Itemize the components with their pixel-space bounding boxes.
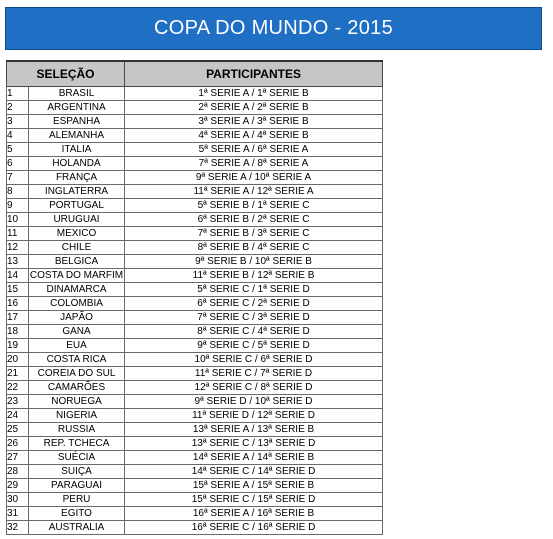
row-number: 14: [7, 269, 29, 283]
table-row: [7, 157, 383, 171]
participants-cell: 7ª SERIE B / 3ª SERIE C: [125, 227, 383, 241]
team-name: COSTA RICA: [29, 353, 125, 367]
table-row: [7, 269, 383, 283]
table-row: [7, 227, 383, 241]
team-name: PERU: [29, 493, 125, 507]
team-name: REP. TCHECA: [29, 437, 125, 451]
team-name: ALEMANHA: [29, 129, 125, 143]
participants-cell: 9ª SERIE C / 5ª SERIE D: [125, 339, 383, 353]
row-number: 23: [7, 395, 29, 409]
row-number: 28: [7, 465, 29, 479]
table-body: [7, 87, 383, 535]
team-name: SUIÇA: [29, 465, 125, 479]
team-name: ITALIA: [29, 143, 125, 157]
table-header-row: [7, 61, 383, 87]
row-number: 15: [7, 283, 29, 297]
row-number: 5: [7, 143, 29, 157]
participants-cell: 1ª SERIE A / 1ª SERIE B: [125, 87, 383, 101]
participants-cell: 16ª SERIE C / 16ª SERIE D: [125, 521, 383, 535]
team-name: AUSTRALIA: [29, 521, 125, 535]
table-row: [7, 381, 383, 395]
team-name: PARAGUAI: [29, 479, 125, 493]
table-row: [7, 325, 383, 339]
participants-cell: 13ª SERIE C / 13ª SERIE D: [125, 437, 383, 451]
team-name: BELGICA: [29, 255, 125, 269]
column-header-selecao: SELEÇÃO: [7, 61, 125, 87]
table-row: [7, 479, 383, 493]
participants-cell: 6ª SERIE C / 2ª SERIE D: [125, 297, 383, 311]
row-number: 3: [7, 115, 29, 129]
team-name: URUGUAI: [29, 213, 125, 227]
team-name: COREIA DO SUL: [29, 367, 125, 381]
page-title: COPA DO MUNDO - 2015: [5, 7, 542, 50]
column-header-participantes: PARTICIPANTES: [125, 61, 383, 87]
team-name: CHILE: [29, 241, 125, 255]
team-name: HOLANDA: [29, 157, 125, 171]
row-number: 2: [7, 101, 29, 115]
team-name: NORUEGA: [29, 395, 125, 409]
participants-cell: 4ª SERIE A / 4ª SERIE B: [125, 129, 383, 143]
team-name: SUÉCIA: [29, 451, 125, 465]
team-name: MEXICO: [29, 227, 125, 241]
row-number: 19: [7, 339, 29, 353]
participants-cell: 5ª SERIE B / 1ª SERIE C: [125, 199, 383, 213]
team-name: NIGERIA: [29, 409, 125, 423]
row-number: 29: [7, 479, 29, 493]
table-row: [7, 115, 383, 129]
team-name: ESPANHA: [29, 115, 125, 129]
team-name: JAPÃO: [29, 311, 125, 325]
row-number: 18: [7, 325, 29, 339]
table-row: [7, 493, 383, 507]
participants-cell: 10ª SERIE C / 6ª SERIE D: [125, 353, 383, 367]
team-name: COSTA DO MARFIM: [29, 270, 124, 281]
row-number: 20: [7, 353, 29, 367]
team-name: FRANÇA: [29, 171, 125, 185]
row-number: 26: [7, 437, 29, 451]
table-row: [7, 353, 383, 367]
table-row: [7, 241, 383, 255]
table-row: [7, 297, 383, 311]
participants-cell: 7ª SERIE C / 3ª SERIE D: [125, 311, 383, 325]
table-row: [7, 171, 383, 185]
row-number: 1: [7, 87, 29, 101]
table-row: [7, 199, 383, 213]
team-name: GANA: [29, 325, 125, 339]
participants-cell: 8ª SERIE B / 4ª SERIE C: [125, 241, 383, 255]
teams-table: [6, 60, 383, 535]
participants-cell: 11ª SERIE D / 12ª SERIE D: [125, 409, 383, 423]
row-number: 10: [7, 213, 29, 227]
row-number: 21: [7, 367, 29, 381]
participants-cell: 7ª SERIE A / 8ª SERIE A: [125, 157, 383, 171]
participants-cell: 15ª SERIE C / 15ª SERIE D: [125, 493, 383, 507]
table-row: [7, 143, 383, 157]
participants-cell: 8ª SERIE C / 4ª SERIE D: [125, 325, 383, 339]
table-row: [7, 409, 383, 423]
row-number: 4: [7, 129, 29, 143]
row-number: 17: [7, 311, 29, 325]
participants-cell: 14ª SERIE C / 14ª SERIE D: [125, 465, 383, 479]
row-number: 13: [7, 255, 29, 269]
team-name: COLOMBIA: [29, 297, 125, 311]
table-row: [7, 101, 383, 115]
table-row: [7, 185, 383, 199]
row-number: 12: [7, 241, 29, 255]
participants-cell: 3ª SERIE A / 3ª SERIE B: [125, 115, 383, 129]
row-number: 24: [7, 409, 29, 423]
table-row: [7, 255, 383, 269]
table-row: [7, 507, 383, 521]
participants-cell: 11ª SERIE B / 12ª SERIE B: [125, 269, 383, 283]
table-row: [7, 339, 383, 353]
participants-cell: 13ª SERIE A / 13ª SERIE B: [125, 423, 383, 437]
team-name: RUSSIA: [29, 423, 125, 437]
table-row: [7, 311, 383, 325]
participants-cell: 11ª SERIE A / 12ª SERIE A: [125, 185, 383, 199]
participants-cell: 14ª SERIE A / 14ª SERIE B: [125, 451, 383, 465]
participants-cell: 11ª SERIE C / 7ª SERIE D: [125, 367, 383, 381]
table-row: [7, 465, 383, 479]
row-number: 7: [7, 171, 29, 185]
table-row: [7, 87, 383, 101]
row-number: 32: [7, 521, 29, 535]
team-name: EUA: [29, 339, 125, 353]
participants-cell: 15ª SERIE A / 15ª SERIE B: [125, 479, 383, 493]
table-row: [7, 521, 383, 535]
participants-cell: 12ª SERIE C / 8ª SERIE D: [125, 381, 383, 395]
team-name: PORTUGAL: [29, 199, 125, 213]
team-name: EGITO: [29, 507, 125, 521]
row-number: 16: [7, 297, 29, 311]
participants-cell: 9ª SERIE D / 10ª SERIE D: [125, 395, 383, 409]
team-name: ARGENTINA: [29, 101, 125, 115]
participants-cell: 9ª SERIE B / 10ª SERIE B: [125, 255, 383, 269]
row-number: 9: [7, 199, 29, 213]
table-row: [7, 283, 383, 297]
row-number: 25: [7, 423, 29, 437]
team-name: DINAMARCA: [29, 283, 125, 297]
team-name: BRASIL: [29, 87, 125, 101]
participants-cell: 9ª SERIE A / 10ª SERIE A: [125, 171, 383, 185]
table-row: [7, 213, 383, 227]
table-row: [7, 451, 383, 465]
row-number: 27: [7, 451, 29, 465]
table-row: [7, 367, 383, 381]
table-row: [7, 423, 383, 437]
team-name: CAMARÕES: [29, 381, 125, 395]
participants-cell: 16ª SERIE A / 16ª SERIE B: [125, 507, 383, 521]
participants-cell: 5ª SERIE A / 6ª SERIE A: [125, 143, 383, 157]
row-number: 6: [7, 157, 29, 171]
team-name: INGLATERRA: [29, 185, 125, 199]
participants-cell: 2ª SERIE A / 2ª SERIE B: [125, 101, 383, 115]
row-number: 8: [7, 185, 29, 199]
row-number: 22: [7, 381, 29, 395]
participants-cell: 6ª SERIE B / 2ª SERIE C: [125, 213, 383, 227]
table-row: [7, 395, 383, 409]
row-number: 11: [7, 227, 29, 241]
table-row: [7, 129, 383, 143]
table-row: [7, 437, 383, 451]
participants-cell: 5ª SERIE C / 1ª SERIE D: [125, 283, 383, 297]
row-number: 31: [7, 507, 29, 521]
row-number: 30: [7, 493, 29, 507]
